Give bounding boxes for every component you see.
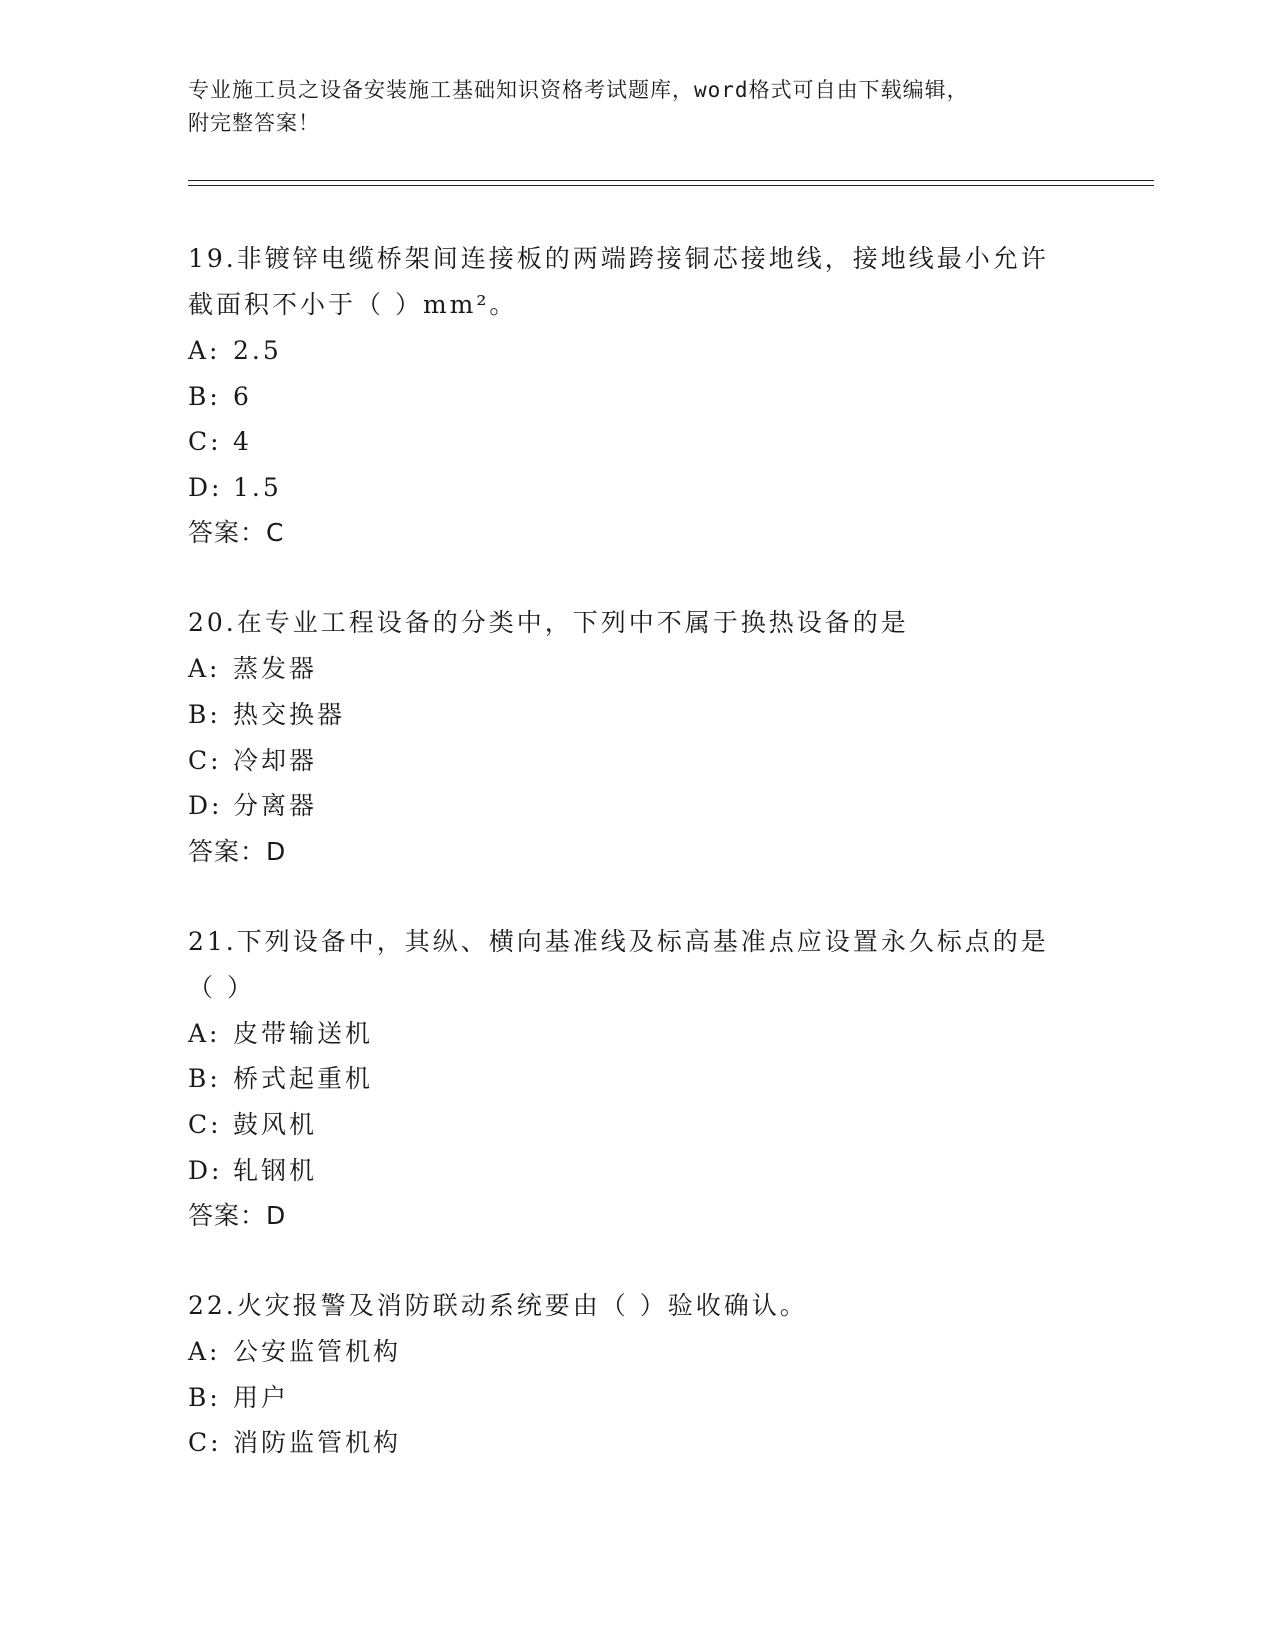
option-d [188, 783, 1088, 829]
question-stem: 20.在专业工程设备的分类中，下列中不属于换热设备的是 [188, 608, 909, 638]
option-letter: A: [188, 1018, 221, 1048]
option-a [188, 328, 1088, 374]
option-letter: B: [188, 699, 221, 729]
option-c [188, 1102, 1088, 1148]
option-c [188, 738, 1088, 784]
option-b [188, 692, 1088, 738]
option-c [188, 419, 1088, 465]
option-letter: C: [188, 1109, 222, 1139]
option-d [188, 465, 1088, 511]
question-stem-continued: （ ） [188, 972, 255, 1002]
question-19 [188, 236, 1088, 556]
option-letter: C: [188, 745, 222, 775]
question-21 [188, 919, 1088, 1239]
option-letter: A: [188, 654, 221, 684]
header-line-2: 附完整答案！ [188, 111, 320, 135]
option-text: 桥式起重机 [233, 1064, 374, 1094]
option-letter: B: [188, 1382, 221, 1412]
option-text: 蒸发器 [233, 654, 318, 684]
option-a [188, 646, 1088, 692]
option-letter: D: [188, 1155, 223, 1185]
header-line-1: 专业施工员之设备安装施工基础知识资格考试题库，word格式可自由下载编辑， [188, 78, 969, 102]
option-a [188, 1011, 1088, 1057]
option-letter: A: [188, 1337, 221, 1367]
answer-line: 答案：D [188, 836, 287, 866]
option-b [188, 1375, 1088, 1421]
question-stem: 19.非镀锌电缆桥架间连接板的两端跨接铜芯接地线，接地线最小允许 [188, 244, 1049, 273]
option-text: 皮带输送机 [233, 1018, 374, 1048]
option-text: 6 [233, 381, 252, 411]
option-b [188, 1056, 1088, 1102]
option-c [188, 1420, 1088, 1466]
option-text: 4 [233, 427, 252, 457]
option-text: 热交换器 [233, 699, 346, 729]
question-stem: 22.火灾报警及消防联动系统要由（ ）验收确认。 [188, 1291, 808, 1321]
option-a [188, 1329, 1088, 1375]
option-letter: C: [188, 427, 222, 457]
option-letter: A: [188, 336, 221, 365]
question-20 [188, 600, 1088, 874]
option-text: 冷却器 [233, 745, 318, 775]
question-stem-continued: 截面积不小于（ ）mm²。 [188, 290, 518, 319]
option-text: 2.5 [233, 336, 282, 365]
option-letter: B: [188, 381, 221, 411]
option-letter: D: [188, 472, 223, 502]
option-text: 轧钢机 [233, 1155, 318, 1185]
option-b [188, 374, 1088, 420]
option-text: 1.5 [233, 472, 282, 502]
header-divider-top [188, 180, 1154, 181]
option-text: 用户 [233, 1382, 290, 1412]
option-letter: D: [188, 791, 223, 821]
document-header [188, 74, 1088, 140]
answer-line: 答案：D [188, 1201, 287, 1231]
option-text: 分离器 [233, 791, 318, 821]
question-22 [188, 1283, 1088, 1466]
option-letter: B: [188, 1064, 221, 1094]
option-text: 公安监管机构 [233, 1337, 402, 1367]
option-d [188, 1148, 1088, 1194]
question-stem: 21.下列设备中，其纵、横向基准线及标高基准点应设置永久标点的是 [188, 926, 1049, 956]
option-text: 鼓风机 [233, 1109, 318, 1139]
option-text: 消防监管机构 [233, 1428, 402, 1458]
answer-line: 答案：C [188, 518, 285, 548]
question-list [188, 236, 1088, 1510]
option-letter: C: [188, 1428, 222, 1458]
header-divider-bottom [188, 185, 1154, 186]
